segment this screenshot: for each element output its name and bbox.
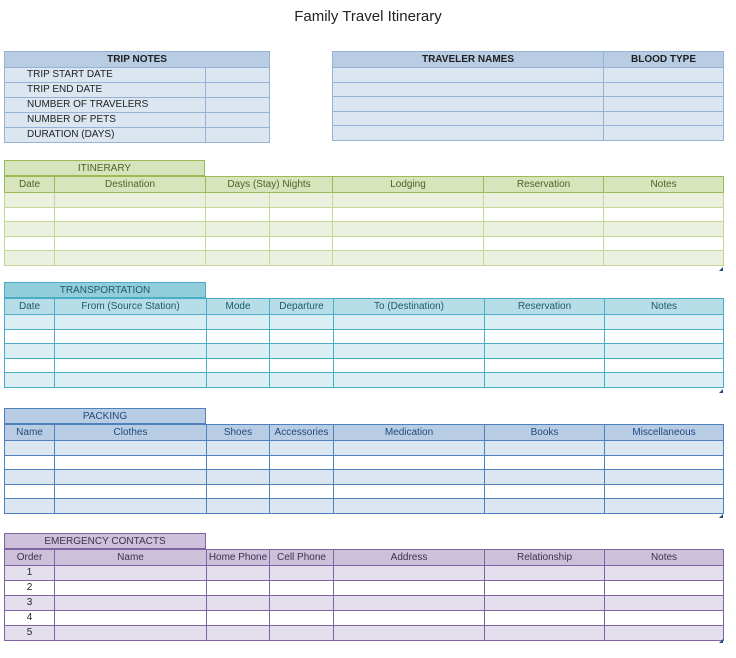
traveler-name-cell[interactable]: [333, 68, 604, 83]
cell[interactable]: [334, 329, 485, 344]
cell[interactable]: [333, 236, 484, 251]
cell[interactable]: [334, 315, 485, 330]
cell[interactable]: [5, 373, 55, 388]
cell[interactable]: [270, 315, 334, 330]
cell[interactable]: [207, 358, 270, 373]
table-row: [5, 222, 724, 237]
cell[interactable]: [207, 626, 270, 641]
resize-handle-icon[interactable]: [719, 514, 723, 518]
cell[interactable]: [270, 207, 333, 222]
order-number: 4: [5, 611, 55, 626]
cell[interactable]: [5, 470, 55, 485]
cell[interactable]: [55, 358, 207, 373]
number-of-pets-input[interactable]: [206, 113, 270, 128]
itinerary-col-days-nights: Days (Stay) Nights: [206, 177, 333, 193]
packing-label: PACKING: [4, 408, 206, 424]
cell[interactable]: [270, 581, 334, 596]
travelers-table: [332, 51, 724, 141]
cell[interactable]: [270, 484, 334, 499]
table-row: [5, 207, 724, 222]
cell[interactable]: [5, 193, 55, 208]
cell[interactable]: [270, 344, 334, 359]
cell[interactable]: [5, 207, 55, 222]
cell[interactable]: [207, 441, 270, 456]
cell[interactable]: [5, 251, 55, 266]
blood-type-cell[interactable]: [604, 97, 724, 112]
emergency-col-relationship: Relationship: [485, 550, 605, 566]
transportation-label: TRANSPORTATION: [4, 282, 206, 298]
cell[interactable]: [55, 499, 207, 514]
cell[interactable]: [55, 315, 207, 330]
cell[interactable]: [334, 373, 485, 388]
cell[interactable]: [484, 207, 604, 222]
cell[interactable]: [334, 596, 485, 611]
traveler-name-cell[interactable]: [333, 97, 604, 112]
resize-handle-icon[interactable]: [719, 639, 723, 643]
cell[interactable]: [270, 499, 334, 514]
cell[interactable]: [55, 581, 207, 596]
cell[interactable]: [604, 236, 724, 251]
duration-days-label: DURATION (DAYS): [5, 128, 206, 143]
order-number: 2: [5, 581, 55, 596]
table-row: [5, 566, 724, 581]
packing-col-accessories: Accessories: [270, 425, 334, 441]
cell[interactable]: [605, 470, 724, 485]
cell[interactable]: [334, 455, 485, 470]
cell[interactable]: [270, 358, 334, 373]
cell[interactable]: [270, 236, 333, 251]
cell[interactable]: [5, 329, 55, 344]
cell[interactable]: [55, 611, 207, 626]
cell[interactable]: [485, 455, 605, 470]
duration-days-input[interactable]: [206, 128, 270, 143]
emergency-col-name: Name: [55, 550, 207, 566]
cell[interactable]: [334, 566, 485, 581]
transport-col-notes: Notes: [605, 299, 724, 315]
itinerary-col-destination: Destination: [55, 177, 206, 193]
cell[interactable]: [605, 581, 724, 596]
cell[interactable]: [206, 236, 270, 251]
cell[interactable]: [55, 251, 206, 266]
table-row: [5, 373, 724, 388]
table-row: [5, 315, 724, 330]
cell[interactable]: [207, 373, 270, 388]
cell[interactable]: [484, 251, 604, 266]
cell[interactable]: [334, 626, 485, 641]
cell[interactable]: [485, 596, 605, 611]
cell[interactable]: [207, 315, 270, 330]
cell[interactable]: [270, 193, 333, 208]
number-of-travelers-label: NUMBER OF TRAVELERS: [5, 98, 206, 113]
packing-col-miscellaneous: Miscellaneous: [605, 425, 724, 441]
cell[interactable]: [334, 470, 485, 485]
cell[interactable]: [5, 499, 55, 514]
cell[interactable]: [334, 441, 485, 456]
cell[interactable]: [485, 358, 605, 373]
cell[interactable]: [55, 373, 207, 388]
cell[interactable]: [485, 470, 605, 485]
itinerary-col-reservation: Reservation: [484, 177, 604, 193]
cell[interactable]: [55, 207, 206, 222]
transport-col-departure: Departure: [270, 299, 334, 315]
cell[interactable]: [55, 441, 207, 456]
cell[interactable]: [55, 222, 206, 237]
cell[interactable]: [605, 344, 724, 359]
cell[interactable]: [207, 566, 270, 581]
packing-col-medication: Medication: [334, 425, 485, 441]
cell[interactable]: [484, 222, 604, 237]
trip-start-date-input[interactable]: [206, 68, 270, 83]
number-of-pets-label: NUMBER OF PETS: [5, 113, 206, 128]
table-row: [5, 455, 724, 470]
cell[interactable]: [55, 566, 207, 581]
cell[interactable]: [485, 441, 605, 456]
table-row: [5, 329, 724, 344]
cell[interactable]: [334, 358, 485, 373]
table-row: [5, 251, 724, 266]
cell[interactable]: [334, 344, 485, 359]
cell[interactable]: [270, 441, 334, 456]
cell[interactable]: [605, 441, 724, 456]
cell[interactable]: [207, 581, 270, 596]
table-row: [5, 441, 724, 456]
itinerary-col-lodging: Lodging: [333, 177, 484, 193]
resize-handle-icon[interactable]: [719, 267, 723, 271]
emergency-table: [4, 549, 724, 641]
traveler-name-cell[interactable]: [333, 82, 604, 97]
blood-type-cell[interactable]: [604, 82, 724, 97]
table-row: [5, 596, 724, 611]
cell[interactable]: [270, 611, 334, 626]
cell[interactable]: [55, 193, 206, 208]
cell[interactable]: [605, 566, 724, 581]
cell[interactable]: [334, 499, 485, 514]
cell[interactable]: [207, 344, 270, 359]
cell[interactable]: [485, 344, 605, 359]
table-row: [5, 470, 724, 485]
cell[interactable]: [270, 470, 334, 485]
emergency-col-notes: Notes: [605, 550, 724, 566]
blood-type-header: BLOOD TYPE: [604, 52, 724, 68]
cell[interactable]: [334, 484, 485, 499]
blood-type-cell[interactable]: [604, 111, 724, 126]
table-row: [5, 611, 724, 626]
cell[interactable]: [55, 344, 207, 359]
cell[interactable]: [207, 499, 270, 514]
cell[interactable]: [5, 484, 55, 499]
table-row: [5, 626, 724, 641]
cell[interactable]: [485, 499, 605, 514]
emergency-col-order: Order: [5, 550, 55, 566]
cell[interactable]: [334, 611, 485, 626]
cell[interactable]: [207, 329, 270, 344]
packing-col-name: Name: [5, 425, 55, 441]
order-number: 5: [5, 626, 55, 641]
number-of-travelers-input[interactable]: [206, 98, 270, 113]
itinerary-col-date: Date: [5, 177, 55, 193]
blood-type-cell[interactable]: [604, 126, 724, 141]
cell[interactable]: [270, 626, 334, 641]
emergency-col-address: Address: [334, 550, 485, 566]
page-title: Family Travel Itinerary: [294, 8, 442, 25]
cell[interactable]: [5, 315, 55, 330]
cell[interactable]: [5, 441, 55, 456]
cell[interactable]: [55, 484, 207, 499]
cell[interactable]: [333, 251, 484, 266]
transport-col-mode: Mode: [207, 299, 270, 315]
cell[interactable]: [605, 315, 724, 330]
cell[interactable]: [206, 251, 270, 266]
cell[interactable]: [485, 611, 605, 626]
packing-col-books: Books: [485, 425, 605, 441]
cell[interactable]: [605, 329, 724, 344]
cell[interactable]: [5, 222, 55, 237]
cell[interactable]: [333, 222, 484, 237]
cell[interactable]: [270, 373, 334, 388]
packing-table: [4, 424, 724, 514]
traveler-name-cell[interactable]: [333, 126, 604, 141]
cell[interactable]: [5, 344, 55, 359]
cell[interactable]: [605, 626, 724, 641]
cell[interactable]: [484, 236, 604, 251]
cell[interactable]: [55, 455, 207, 470]
cell[interactable]: [485, 566, 605, 581]
itinerary-col-notes: Notes: [604, 177, 724, 193]
cell[interactable]: [5, 358, 55, 373]
cell[interactable]: [206, 222, 270, 237]
cell[interactable]: [333, 193, 484, 208]
cell[interactable]: [55, 626, 207, 641]
cell[interactable]: [207, 455, 270, 470]
cell[interactable]: [270, 222, 333, 237]
cell[interactable]: [604, 222, 724, 237]
table-row: [5, 193, 724, 208]
cell[interactable]: [207, 611, 270, 626]
cell[interactable]: [485, 626, 605, 641]
emergency-label: EMERGENCY CONTACTS: [4, 533, 206, 549]
trip-end-date-input[interactable]: [206, 83, 270, 98]
cell[interactable]: [270, 566, 334, 581]
packing-col-shoes: Shoes: [207, 425, 270, 441]
cell[interactable]: [604, 251, 724, 266]
cell[interactable]: [270, 329, 334, 344]
cell[interactable]: [485, 581, 605, 596]
cell[interactable]: [605, 484, 724, 499]
transport-col-to: To (Destination): [334, 299, 485, 315]
trip-end-date-label: TRIP END DATE: [5, 83, 206, 98]
cell[interactable]: [55, 236, 206, 251]
cell[interactable]: [604, 193, 724, 208]
cell[interactable]: [605, 596, 724, 611]
trip-notes-table: [4, 51, 270, 143]
cell[interactable]: [55, 470, 207, 485]
itinerary-table: [4, 176, 724, 266]
cell[interactable]: [605, 455, 724, 470]
itinerary-label: ITINERARY: [4, 160, 205, 176]
cell[interactable]: [485, 315, 605, 330]
cell[interactable]: [206, 193, 270, 208]
cell[interactable]: [270, 455, 334, 470]
table-row: [5, 344, 724, 359]
cell[interactable]: [605, 358, 724, 373]
cell[interactable]: [5, 236, 55, 251]
table-row: [5, 581, 724, 596]
cell[interactable]: [333, 207, 484, 222]
transport-col-date: Date: [5, 299, 55, 315]
cell[interactable]: [605, 611, 724, 626]
traveler-name-cell[interactable]: [333, 111, 604, 126]
cell[interactable]: [485, 484, 605, 499]
cell[interactable]: [270, 596, 334, 611]
emergency-col-home-phone: Home Phone: [207, 550, 270, 566]
cell[interactable]: [485, 329, 605, 344]
cell[interactable]: [5, 455, 55, 470]
packing-col-clothes: Clothes: [55, 425, 207, 441]
cell[interactable]: [605, 499, 724, 514]
table-row: [5, 484, 724, 499]
cell[interactable]: [207, 596, 270, 611]
transport-col-reservation: Reservation: [485, 299, 605, 315]
table-row: [5, 499, 724, 514]
order-number: 3: [5, 596, 55, 611]
cell[interactable]: [55, 596, 207, 611]
table-row: [5, 236, 724, 251]
cell[interactable]: [55, 329, 207, 344]
trip-notes-header: TRIP NOTES: [5, 52, 270, 68]
emergency-col-cell-phone: Cell Phone: [270, 550, 334, 566]
transport-col-from: From (Source Station): [55, 299, 207, 315]
cell[interactable]: [484, 193, 604, 208]
resize-handle-icon[interactable]: [719, 389, 723, 393]
trip-start-date-label: TRIP START DATE: [5, 68, 206, 83]
cell[interactable]: [207, 484, 270, 499]
transportation-table: [4, 298, 724, 388]
traveler-names-header: TRAVELER NAMES: [333, 52, 604, 68]
cell[interactable]: [206, 207, 270, 222]
cell[interactable]: [334, 581, 485, 596]
cell[interactable]: [605, 373, 724, 388]
cell[interactable]: [207, 470, 270, 485]
blood-type-cell[interactable]: [604, 68, 724, 83]
cell[interactable]: [270, 251, 333, 266]
table-row: [5, 358, 724, 373]
cell[interactable]: [604, 207, 724, 222]
cell[interactable]: [485, 373, 605, 388]
order-number: 1: [5, 566, 55, 581]
